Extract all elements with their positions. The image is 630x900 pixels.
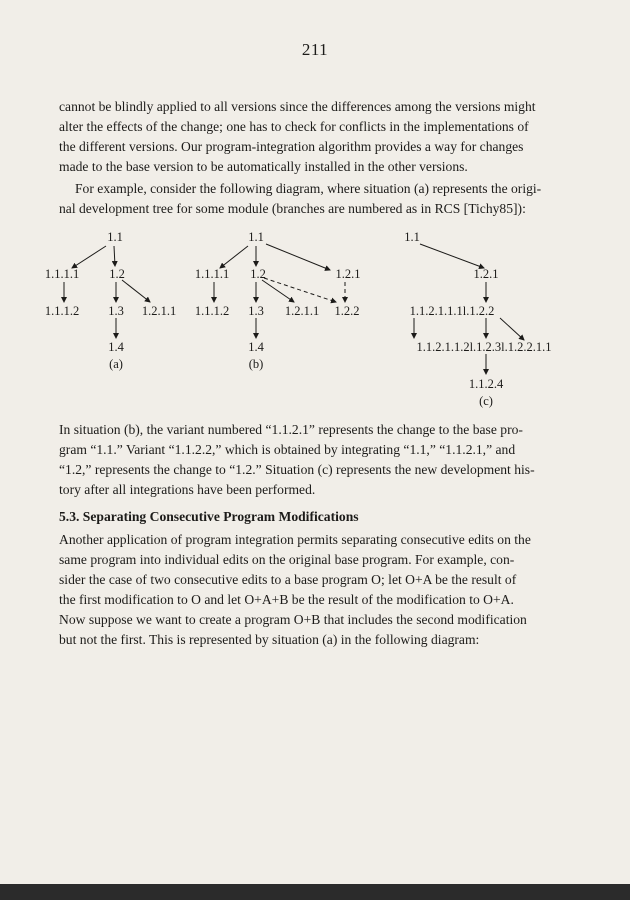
text-line: gram “1.1.” Variant “1.1.2.2,” which is obtained by integrating “1.1,” “1.1.2.1,” and	[59, 442, 516, 457]
node-b-1-2-1-1: 1.2.1.1	[284, 304, 320, 318]
node-a-1-1-1-2: 1.1.1.2	[44, 304, 80, 318]
node-b-1-3: 1.3	[248, 304, 264, 318]
text-line: For example, consider the following diagram, where situation (a) represents the origi-	[75, 181, 542, 196]
caption-a: (a)	[109, 357, 123, 371]
node-b-1-4: 1.4	[248, 340, 264, 354]
text-line: the first modification to O and let O+A+B be the result of the modification to O+A.	[59, 592, 514, 607]
caption-b: (b)	[248, 357, 264, 371]
node-a-root: 1.1	[107, 230, 123, 244]
node-c-1-1-2-4: 1.1.2.4	[468, 377, 504, 391]
section-heading: 5.3. Separating Consecutive Program Modifications	[59, 509, 359, 524]
node-a-1-4: 1.4	[108, 340, 124, 354]
tree-b	[214, 244, 345, 338]
text-line: made to the base version to be automatically installed in the other versions.	[59, 159, 468, 174]
node-a-1-1-1-1: 1.1.1.1	[44, 267, 80, 281]
page-number: 211	[301, 40, 329, 59]
node-b-1-2-2: 1.2.2	[334, 304, 360, 318]
node-a-1-2-1-1: 1.2.1.1	[141, 304, 177, 318]
scan-bottom-edge	[0, 884, 630, 900]
node-b-root: 1.1	[248, 230, 264, 244]
text-line: tory after all integrations have been performed.	[59, 482, 316, 497]
node-a-1-2: 1.2	[109, 267, 125, 281]
paragraph-intro	[59, 97, 549, 177]
paragraph-example	[59, 179, 549, 219]
node-a-1-3: 1.3	[108, 304, 124, 318]
text-line: Another application of program integration permits separating consecutive edits on the	[59, 532, 531, 547]
paragraph-situation-b	[59, 420, 549, 500]
tree-a	[64, 246, 150, 338]
text-line: cannot be blindly applied to all versions since the differences among the versions might	[59, 99, 536, 114]
node-c-row-2: 1.1.2.1.1.1l.1.2.2	[409, 304, 495, 318]
node-c-row-3: 1.1.2.1.1.2l.1.2.3l.1.2.2.1.1	[416, 340, 552, 354]
node-b-1-2-1: 1.2.1	[335, 267, 361, 281]
node-c-1-2-1: 1.2.1	[473, 267, 499, 281]
node-b-1-1-1-2: 1.1.1.2	[194, 304, 230, 318]
paragraph-separating-edits	[59, 530, 549, 650]
version-tree-diagram	[0, 220, 630, 420]
text-line: alter the effects of the change; one has to check for conflicts in the implementations of	[59, 119, 529, 134]
text-line: same program into individual edits on the original base program. For example, con-	[59, 552, 515, 567]
text-line: but not the first. This is represented by situation (a) in the following diagram:	[59, 632, 480, 647]
node-b-1-2: 1.2	[250, 267, 266, 281]
text-line: In situation (b), the variant numbered “1.1.2.1” represents the change to the base pro-	[59, 422, 523, 437]
node-b-1-1-1-1: 1.1.1.1	[194, 267, 230, 281]
caption-c: (c)	[479, 394, 493, 408]
node-c-root: 1.1	[404, 230, 420, 244]
text-line: sider the case of two consecutive edits to a base program O; let O+A be the result of	[59, 572, 517, 587]
text-line: Now suppose we want to create a program O+B that includes the second modification	[59, 612, 527, 627]
text-line: the different versions. Our program-integration algorithm provides a way for changes	[59, 139, 524, 154]
text-line: nal development tree for some module (branches are numbered as in RCS [Tichy85]):	[59, 201, 526, 216]
text-line: “1.2,” represents the change to “1.2.” Situation (c) represents the new development his-	[59, 462, 535, 477]
